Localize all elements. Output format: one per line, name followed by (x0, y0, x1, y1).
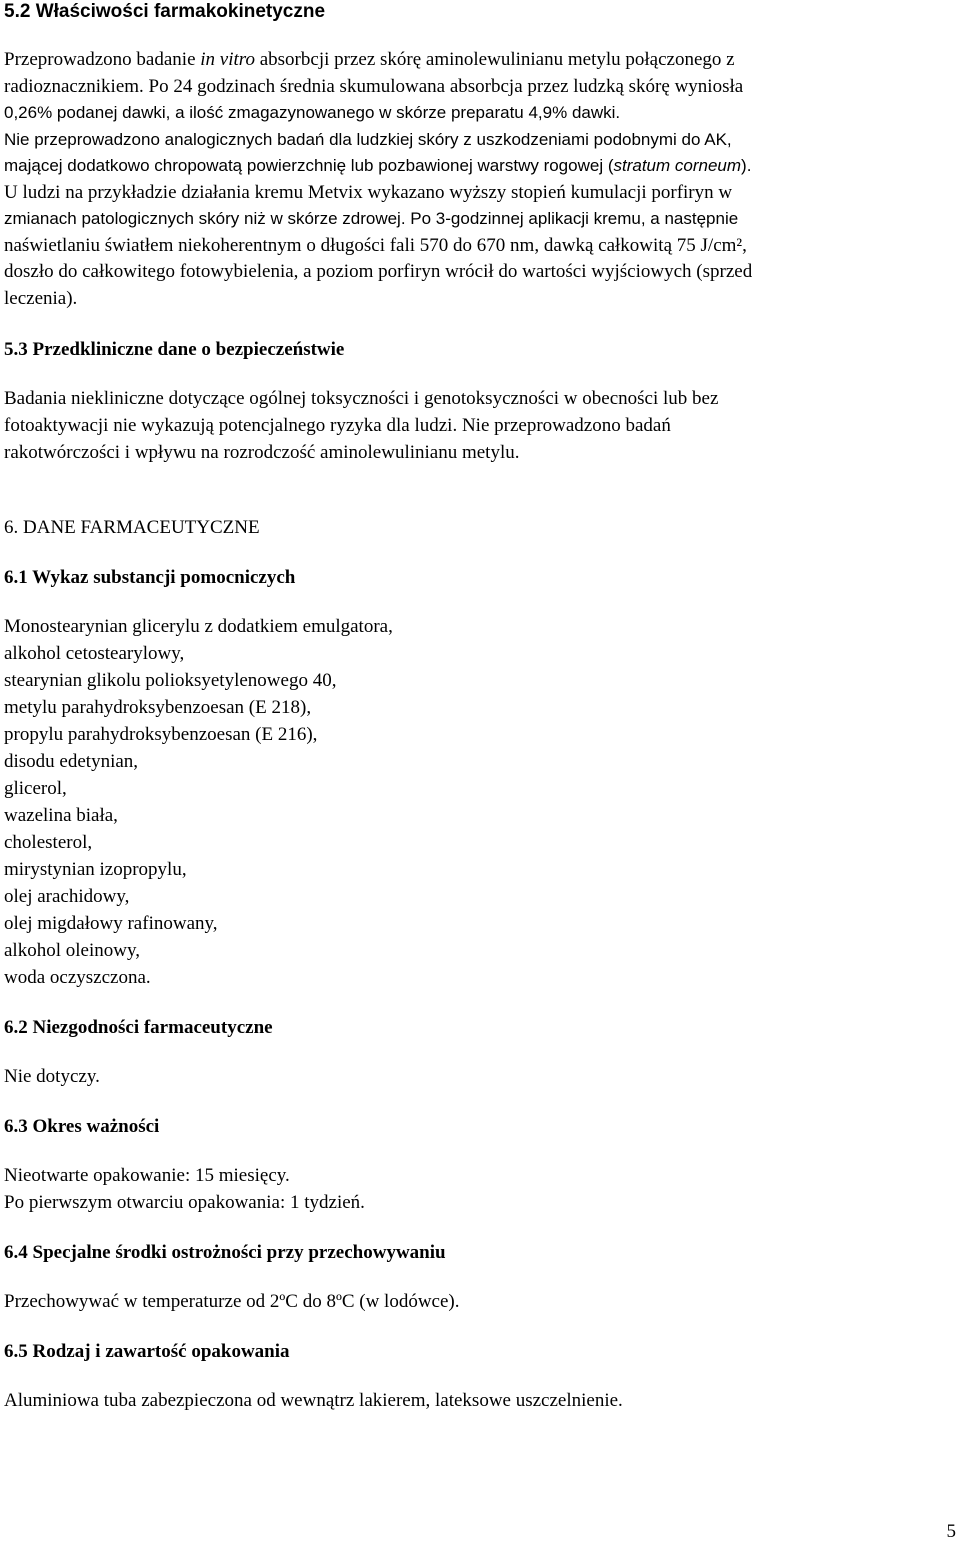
s63-line-1: Nieotwarte opakowanie: 15 miesięcy. (4, 1165, 290, 1186)
s52-line-5-italic: stratum corneum (613, 156, 742, 175)
s52-line-4: Nie przeprowadzono analogicznych badań dla ludzkiej skóry z uszkodzeniami podobnymi do AK, (4, 129, 732, 149)
document-page (4, 0, 954, 1414)
s52-line-1-italic: in vitro (200, 49, 255, 70)
list-item: disodu edetynian, (4, 751, 139, 772)
section-6-1-title: 6.1 Wykaz substancji pomocniczych (4, 567, 296, 588)
s52-line-9: doszło do całkowitego fotowybielenia, a poziom porfiryn wrócił do wartości wyjściowych (sprzed (4, 261, 753, 282)
section-5-3-title: 5.3 Przedkliniczne dane o bezpieczeństwie (4, 339, 345, 360)
section-6-3-body (4, 1162, 954, 1216)
s52-line-8: naświetlaniu światłem niekoherentnym o długości fali 570 do 670 nm, dawką całkowitą 75 J/cm², (4, 234, 747, 256)
section-6-3-title: 6.3 Okres ważności (4, 1116, 160, 1137)
s52-line-5a: mającej dodatkowo chropowatą powierzchnię lub pozbawionej warstwy rogowej ( (4, 156, 614, 175)
s52-line-7 (4, 206, 954, 233)
list-item: propylu parahydroksybenzoesan (E 216), (4, 724, 318, 745)
list-item: metylu parahydroksybenzoesan (E 218), (4, 697, 312, 718)
section-6-5-text: Aluminiowa tuba zabezpieczona od wewnątrz lakierem, lateksowe uszczelnienie. (4, 1390, 623, 1411)
s52-line-10: leczenia). (4, 287, 78, 309)
s53-line-2: fotoaktywacji nie wykazują potencjalnego ryzyka dla ludzi. Nie przeprowadzono badań (4, 415, 671, 436)
s52-line-1 (4, 47, 954, 74)
s52-line-1a: Przeprowadzono badanie (4, 49, 201, 70)
list-item: Monostearynian glicerylu z dodatkiem emulgatora, (4, 616, 393, 637)
page-number: 5 (946, 1521, 956, 1542)
s52-line-3: 0,26% podanej dawki, a ilość zmagazynowanego w skórze preparatu 4,9% dawki. (4, 103, 621, 122)
list-item: alkohol oleinowy, (4, 940, 140, 961)
s52-line-1b: absorbcji przez skórę aminolewulinianu metylu połączonego z (254, 49, 735, 70)
section-5-3-body (4, 385, 954, 466)
section-5-2-body (4, 47, 954, 312)
list-item: wazelina biała, (4, 805, 118, 826)
section-6-4-text: Przechowywać w temperaturze od 2ºC do 8ºC (w lodówce). (4, 1291, 460, 1312)
list-item: olej arachidowy, (4, 886, 130, 907)
s63-line-2: Po pierwszym otwarciu opakowania: 1 tydzień. (4, 1192, 365, 1213)
s52-line-5 (4, 153, 954, 180)
section-6-title: 6. DANE FARMACEUTYCZNE (4, 517, 260, 538)
s53-line-1: Badania niekliniczne dotyczące ogólnej toksyczności i genotoksyczności w obecności lub bez (4, 388, 719, 409)
section-6-2-title: 6.2 Niezgodności farmaceutyczne (4, 1017, 273, 1038)
list-item: olej migdałowy rafinowany, (4, 913, 218, 934)
s52-line-5b: ). (741, 156, 752, 175)
list-item: woda oczyszczona. (4, 967, 151, 988)
list-item: alkohol cetostearylowy, (4, 643, 185, 664)
list-item: cholesterol, (4, 832, 93, 853)
list-item: stearynian glikolu polioksyetylenowego 40, (4, 670, 337, 691)
list-item: mirystynian izopropylu, (4, 859, 187, 880)
section-6-5-title: 6.5 Rodzaj i zawartość opakowania (4, 1341, 290, 1362)
section-6-4-title: 6.4 Specjalne środki ostrożności przy przechowywaniu (4, 1242, 446, 1263)
section-6-2-text: Nie dotyczy. (4, 1066, 100, 1087)
s52-line-7-text: zmianach patologicznych skóry niż w skórze zdrowej. Po 3-godzinnej aplikacji kremu, a następnie (4, 209, 739, 228)
section-5-2-title: 5.2 Właściwości farmakokinetyczne (4, 1, 326, 22)
list-item: glicerol, (4, 778, 67, 799)
excipients-list (4, 613, 954, 991)
s52-line-2: radioznacznikiem. Po 24 godzinach średnia skumulowana absorbcja przez ludzką skórę wyniosła (4, 75, 744, 97)
s52-line-6: U ludzi na przykładzie działania kremu Metvix wykazano wyższy stopień kumulacji porfiryn w (4, 181, 733, 203)
s53-line-3: rakotwórczości i wpływu na rozrodczość aminolewulinianu metylu. (4, 442, 520, 463)
